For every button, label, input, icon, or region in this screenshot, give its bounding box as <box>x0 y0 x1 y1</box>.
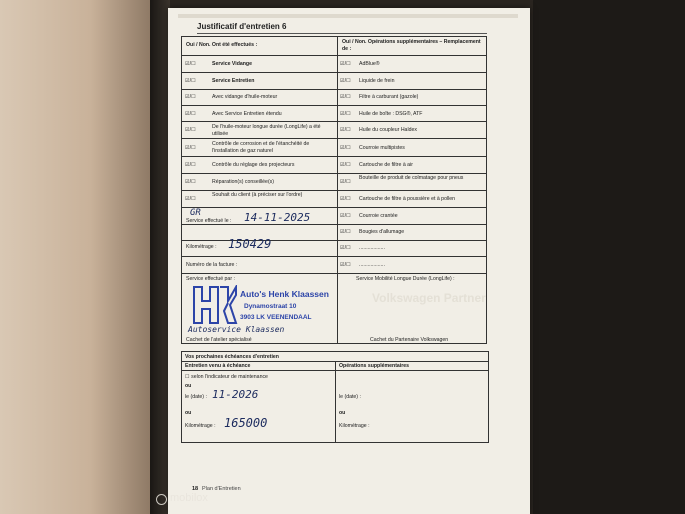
stamp-ghost: Volkswagen Partner <box>372 291 486 305</box>
next-service-box <box>181 351 489 443</box>
checkbox[interactable]: ☑/☐ <box>185 127 196 133</box>
checkbox[interactable]: ☑/☐ <box>185 145 196 151</box>
mobility-label: Service Mobilité Longue Durée (LongLife) : <box>356 276 455 282</box>
r-date-label: le (date) : <box>339 394 361 400</box>
km-value: 150429 <box>228 237 272 251</box>
checkbox[interactable]: ☑/☐ <box>340 145 351 151</box>
km-label: Kilométrage : <box>186 244 217 250</box>
service-date-value: 14-11-2025 <box>244 211 311 224</box>
right-item: Bougies d'allumage <box>359 229 405 235</box>
checkbox[interactable]: ☑/☐ <box>340 213 351 219</box>
right-item: .................. <box>359 245 385 251</box>
table-surface-right <box>533 0 685 514</box>
page-title: Justificatif d'entretien 6 <box>197 22 287 31</box>
booklet-spine <box>150 0 170 514</box>
checkbox[interactable]: ☑/☐ <box>185 61 196 67</box>
left-item: Souhait du client (à préciser sur l'ordre) <box>212 192 303 198</box>
checkbox[interactable]: ☑/☐ <box>340 245 351 251</box>
service-by-label: Service effectué par : <box>186 276 235 282</box>
left-item: Contrôle du réglage des projecteurs <box>212 162 295 168</box>
title-rule <box>197 33 487 34</box>
left-header: Oui / Non. Ont été effectués : <box>186 42 258 48</box>
footer-page-number: 18 <box>192 486 199 492</box>
checkbox[interactable]: ☑/☐ <box>340 179 351 185</box>
next-date-value: 11-2026 <box>212 388 259 401</box>
hk-logo <box>190 285 238 325</box>
right-item: Huile de boîte : DSG®, ATF <box>359 111 423 117</box>
right-item: Cartouche de filtre à poussière et à pollen <box>359 196 456 202</box>
signature: Autoservice Klaassen <box>188 325 285 334</box>
next-title: Vos prochaines échéances d'entretien <box>185 354 279 360</box>
or-label: ou <box>185 410 192 416</box>
right-item: .................. <box>359 262 385 268</box>
right-item: Liquide de frein <box>359 78 395 84</box>
right-item: Bouteille de produit de colmatage pour pneus <box>359 175 464 181</box>
invoice-label: Numéro de la facture : <box>186 262 238 268</box>
stamp-city: 3903 LK VEENENDAAL <box>240 314 312 321</box>
checkbox[interactable]: ☑/☐ <box>340 262 351 268</box>
checkbox[interactable]: ☑/☐ <box>340 162 351 168</box>
stamp-street: Dynamostraat 10 <box>244 303 297 310</box>
next-km-label: Kilométrage : <box>185 423 216 429</box>
next-col2: Opérations supplémentaires <box>339 363 410 369</box>
left-item: Avec Service Entretien étendu <box>212 111 282 117</box>
initials-handwritten: GR <box>190 208 201 218</box>
right-item: Filtre à carburant (gazole) <box>359 94 419 100</box>
checkbox[interactable]: ☑/☐ <box>340 61 351 67</box>
checkbox[interactable]: ☑/☐ <box>185 162 196 168</box>
next-divider <box>335 361 336 443</box>
next-date-label: le (date) : <box>185 394 207 400</box>
left-item: Contrôle de corrosion et de l'étanchéité de l'installation de gaz naturel <box>212 141 310 154</box>
watermark-text: mobilox <box>170 492 208 504</box>
service-date-label: Service effectué le : <box>186 218 232 224</box>
stamp-caption-left: Cachet de l'atelier spécialisé <box>186 337 252 343</box>
checkbox[interactable]: ☑/☐ <box>185 179 196 185</box>
checkbox[interactable]: ☑/☐ <box>185 196 196 202</box>
right-item: Courroie multipistes <box>359 145 405 151</box>
footer-title: Plan d'Entretien <box>202 486 241 492</box>
or-label: ou <box>185 383 192 389</box>
checkbox[interactable]: ☑/☐ <box>185 94 196 100</box>
left-item: Réparation(s) conseillée(s) <box>212 179 274 185</box>
header-strip <box>178 14 518 18</box>
right-item: AdBlue® <box>359 61 380 67</box>
checkbox[interactable]: ☑/☐ <box>185 78 196 84</box>
watermark-icon <box>156 494 167 505</box>
stamp-caption-right: Cachet du Partenaire Volkswagen <box>370 337 449 343</box>
left-item: Service Entretien <box>212 78 255 84</box>
left-item: Avec vidange d'huile-moteur <box>212 94 278 100</box>
checkbox[interactable]: ☑/☐ <box>340 94 351 100</box>
checkbox[interactable]: ☑/☐ <box>185 111 196 117</box>
right-item: Courroie crantée <box>359 213 398 219</box>
checkbox[interactable]: ☑/☐ <box>340 127 351 133</box>
maintenance-grid <box>181 36 487 344</box>
right-item: Cartouche de filtre à air <box>359 162 413 168</box>
right-item: Huile du coupleur Haldex <box>359 127 417 133</box>
table-surface-left <box>0 0 150 514</box>
next-km-value: 165000 <box>224 416 268 430</box>
indicator-option[interactable]: ☐ selon l'indicateur de maintenance <box>185 374 268 380</box>
checkbox[interactable]: ☑/☐ <box>340 111 351 117</box>
stamp-name: Auto's Henk Klaassen <box>240 289 329 299</box>
r-km-label: Kilométrage : <box>339 423 370 429</box>
left-item: Service Vidange <box>212 61 252 67</box>
right-header: Oui / Non. Opérations supplémentaires – Remplacement de : <box>342 39 481 52</box>
left-item: De l'huile-moteur longue durée (LongLife) a été utilisée <box>212 124 321 137</box>
next-col1: Entretien venu à échéance <box>185 363 251 369</box>
checkbox[interactable]: ☑/☐ <box>340 196 351 202</box>
checkbox[interactable]: ☑/☐ <box>340 78 351 84</box>
checkbox[interactable]: ☑/☐ <box>340 229 351 235</box>
r-or-label: ou <box>339 410 346 416</box>
indicator-label: selon l'indicateur de maintenance <box>191 374 268 380</box>
